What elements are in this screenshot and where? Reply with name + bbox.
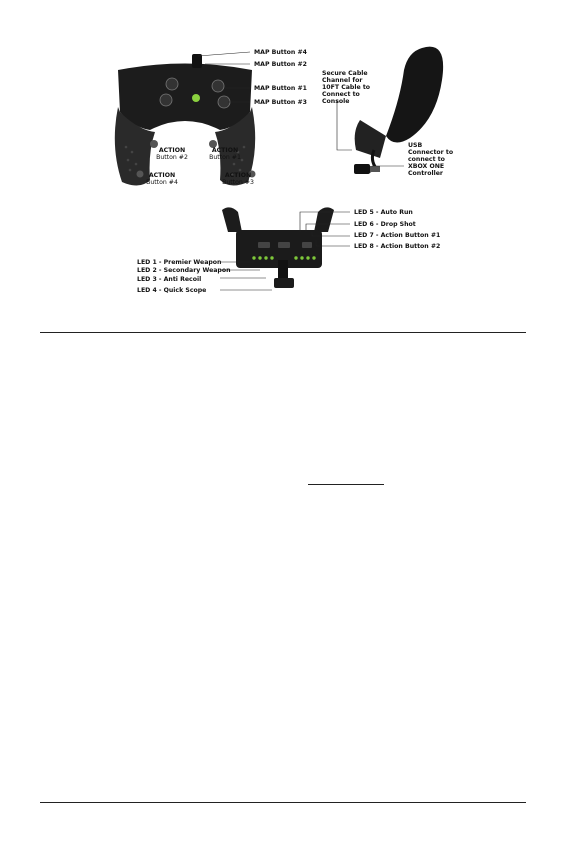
label-led-7: LED 7 - Action Button #1 [354, 232, 441, 239]
label-led-2: LED 2 - Secondary Weapon [137, 267, 231, 274]
label-action-button-4: ACTION Button #4 [146, 172, 178, 186]
label-usb-connector: USB Connector to connect to XBOX ONE Controller [408, 142, 454, 177]
label-action-button-3: ACTION Button #3 [222, 172, 254, 186]
label-led-5: LED 5 - Auto Run [354, 209, 413, 216]
label-cable-channel: Secure Cable Channel for 10FT Cable to Connect to Console [322, 70, 371, 105]
label-led-3: LED 3 - Anti Recoil [137, 276, 202, 283]
led-unit-illustration [218, 204, 338, 294]
label-action-button-1: ACTION Button #1 [209, 147, 241, 161]
label-led-4: LED 4 - Quick Scope [137, 287, 207, 294]
blank-underline [308, 484, 384, 485]
controller-adapter-illustration [110, 52, 260, 192]
label-led-8: LED 8 - Action Button #2 [354, 243, 441, 250]
label-map-button-1: MAP Button #1 [254, 85, 307, 92]
label-map-button-4: MAP Button #4 [254, 49, 307, 56]
label-action-button-2: ACTION Button #2 [156, 147, 188, 161]
label-map-button-3: MAP Button #3 [254, 99, 307, 106]
label-led-6: LED 6 - Drop Shot [354, 221, 416, 228]
footer-divider [40, 802, 526, 803]
section-divider [40, 332, 526, 333]
label-map-button-2: MAP Button #2 [254, 61, 307, 68]
label-led-1: LED 1 - Premier Weapon [137, 259, 222, 266]
